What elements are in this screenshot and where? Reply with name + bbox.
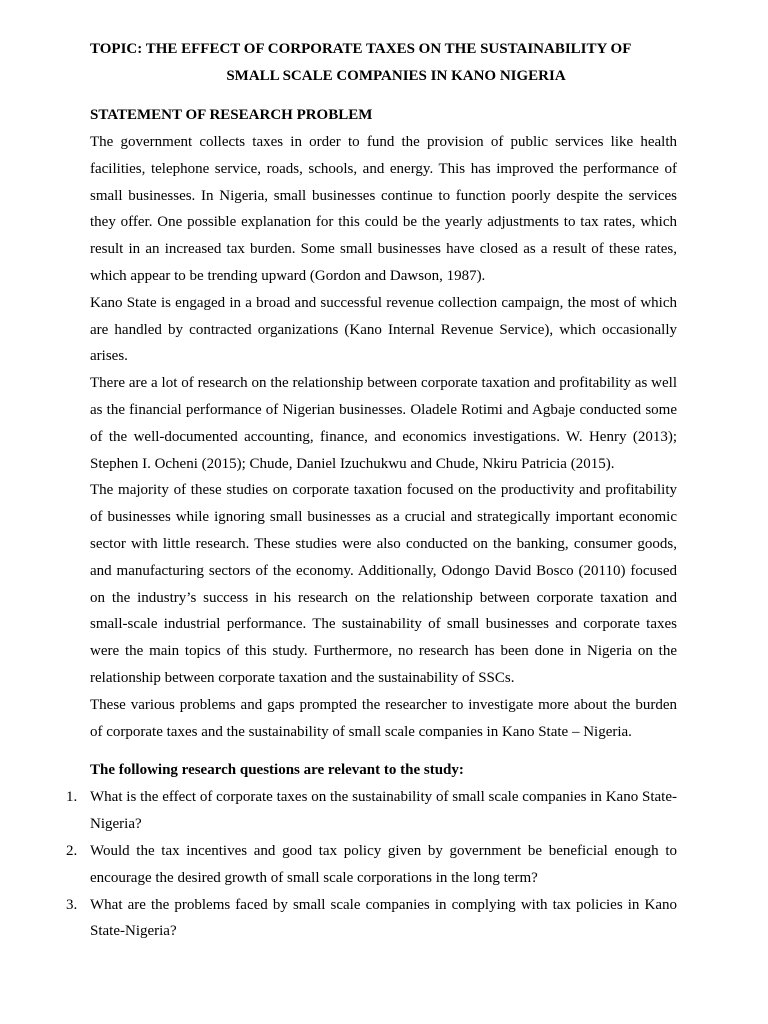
problem-paragraph: These various problems and gaps prompted the researcher to investigate more about the burden of corporate taxes and the sustainability of small scale companies in Kano State – Nigeria. [90,696,677,740]
problem-paragraph: There are a lot of research on the relationship between corporate taxation and profitability as well as the financial performance of Nigerian businesses. Oladele Rotimi and Agbaje conducted some of the well-documented accounting, finance, and economics investigations. W. Henry (2013); Stephen I. Ocheni (2015); Chude, Daniel Izuchukwu and Chude, Nkiru Patricia (2015). [90,375,677,472]
question-number: 1. [66,789,78,806]
question-text: What is the effect of corporate taxes on the sustainability of small scale companies in Kano State-Nigeria? [90,789,677,833]
research-questions-heading: The following research questions are relevant to the study: [90,762,464,779]
research-questions-list [66,784,677,945]
problem-paragraph: Kano State is engaged in a broad and successful revenue collection campaign, the most of which are handled by contracted organizations (Kano Internal Revenue Service), which occasionally arises. [90,294,677,365]
document-page [66,36,677,945]
problem-paragraph: The majority of these studies on corporate taxation focused on the productivity and profitability of businesses while ignoring small businesses as a crucial and strategically important economic sector with little research. These studies were also conducted on the banking, consumer goods, and manufacturing sectors of the economy. Additionally, Odongo David Bosco (20110) focused on the industry’s success in his research on the relationship between corporate taxation and small-scale industrial performance. The sustainability of small businesses and corporate taxes were the main topics of this study. Furthermore, no research has been done in Nigeria on the relationship between corporate taxation and the sustainability of SSCs. [90,482,677,686]
question-text: What are the problems faced by small scale companies in complying with tax policies in Kano State-Nigeria? [90,896,677,940]
topic-title-line-2: SMALL SCALE COMPANIES IN KANO NIGERIA [226,68,566,84]
research-question-item [66,838,677,892]
topic-title-line-1: TOPIC: THE EFFECT OF CORPORATE TAXES ON THE SUSTAINABILITY OF [90,41,632,57]
question-number: 2. [66,842,78,859]
research-question-item [66,892,677,946]
problem-paragraph: The government collects taxes in order to fund the provision of public services like health facilities, telephone service, roads, schools, and energy. This has improved the performance of small businesses. In Nigeria, small businesses continue to function poorly despite the services they offer. One possible explanation for this could be the yearly adjustments to tax rates, which result in an increased tax burden. Some small businesses have closed as a result of these rates, which appear to be trending upward (Gordon and Dawson, 1987). [90,134,677,284]
research-problem-heading: STATEMENT OF RESEARCH PROBLEM [90,107,373,123]
research-question-item [66,784,677,838]
question-text: Would the tax incentives and good tax policy given by government be beneficial enough to encourage the desired growth of small scale corporations in the long term? [90,842,677,886]
question-number: 3. [66,896,78,913]
